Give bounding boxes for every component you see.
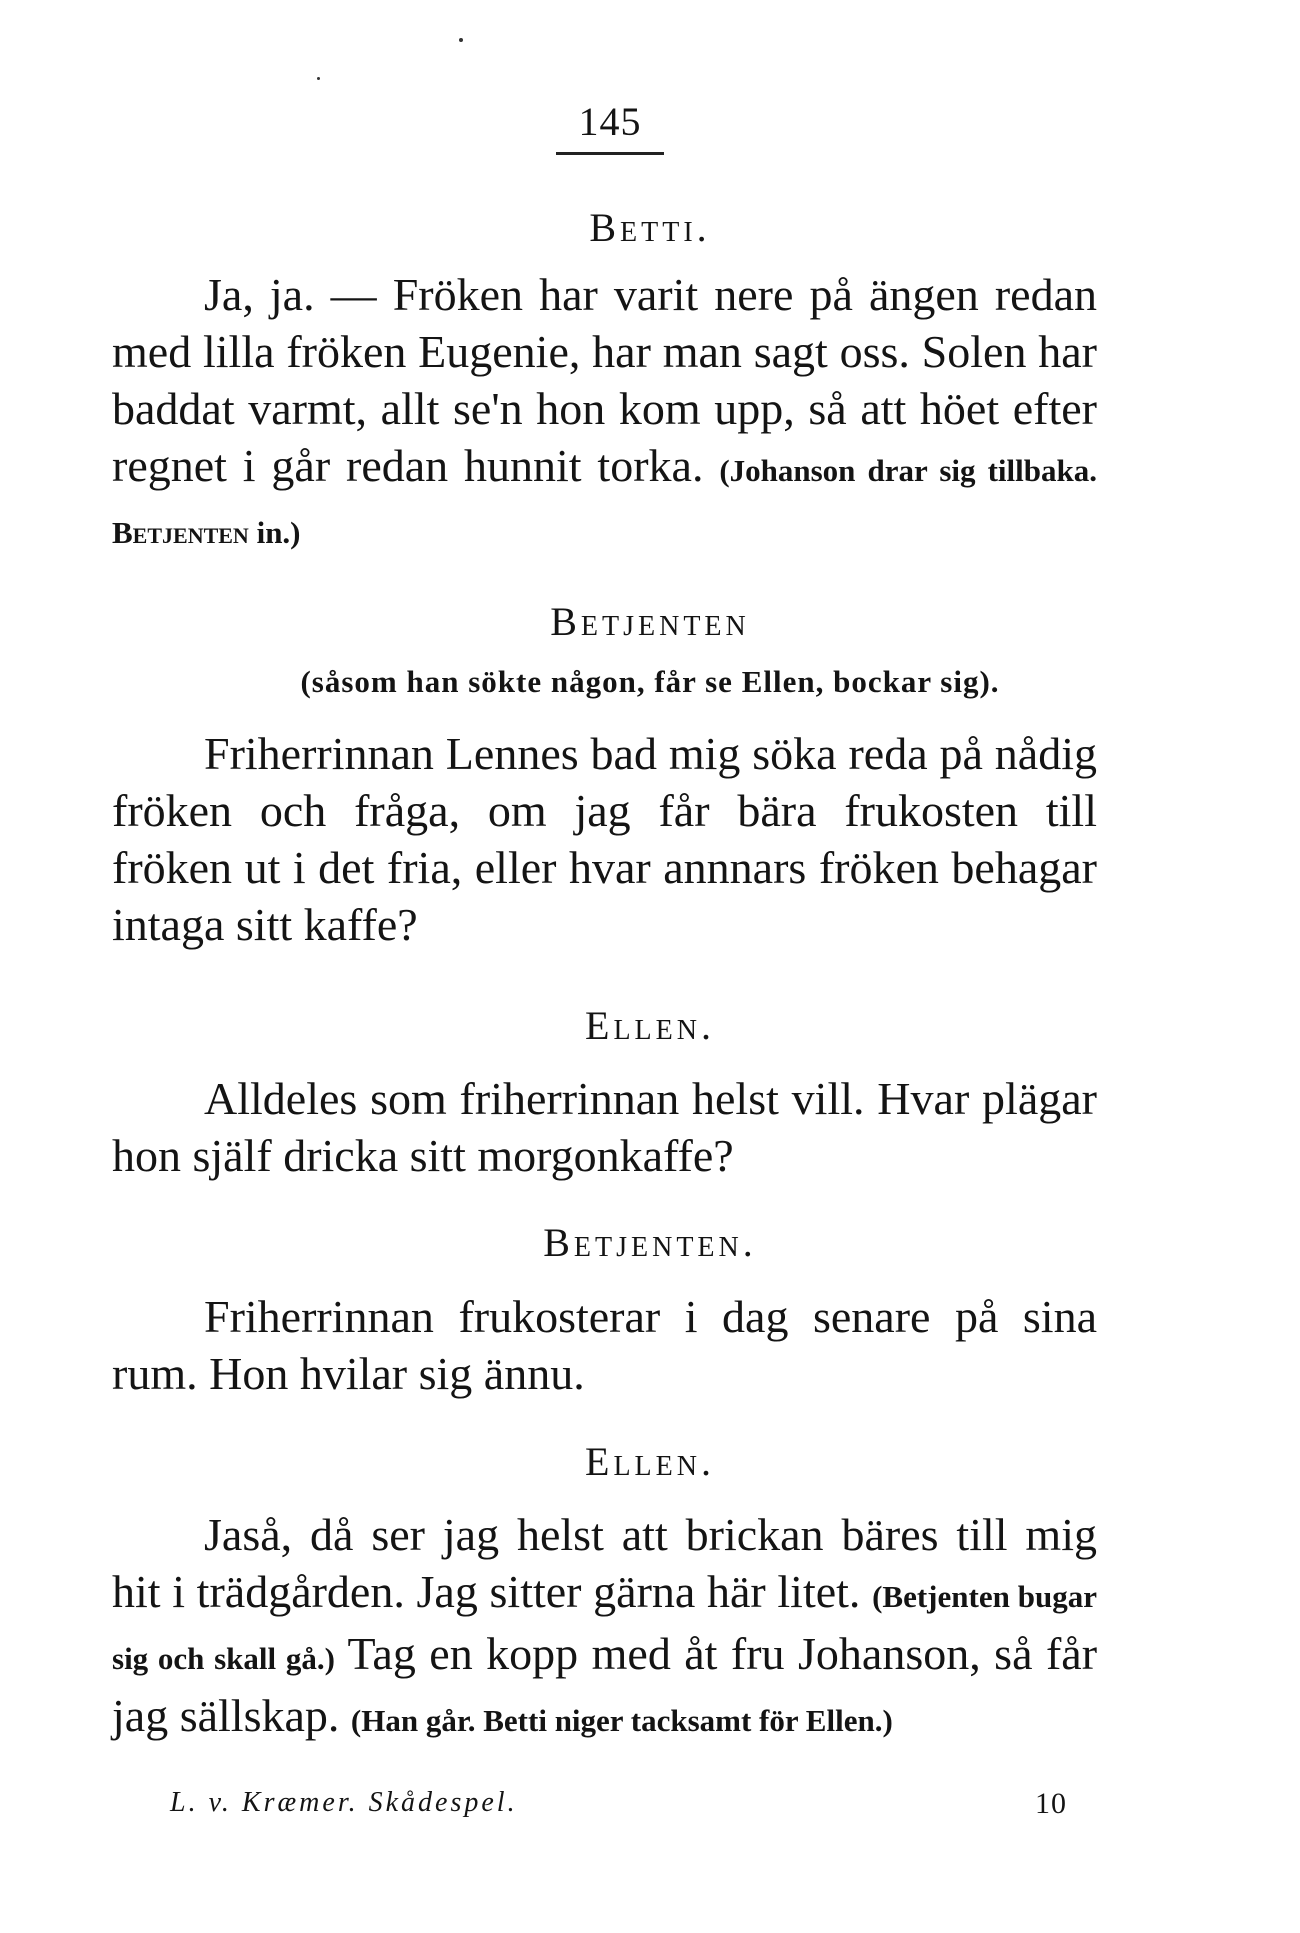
dialogue-text: Ja, ja. — Fröken har varit nere på ängen redan med lilla fröken Eugenie, har man sagt oss. Solen har baddat varmt, allt se'n hon kom upp, så att höet efter regnet i går redan hunnit torka.	[112, 269, 1097, 491]
page-footer	[112, 1787, 1097, 1827]
speaker-name: Ellen.	[585, 1439, 715, 1484]
dialogue-text: Tag en kopp med åt fru Johanson, så får jag sällskap.	[112, 1628, 1098, 1741]
dialogue-paragraph	[112, 1506, 1097, 1749]
stage-direction: (Johanson drar sig tillbaka. Betjenten in.)	[112, 453, 1097, 550]
page-number: 145	[578, 99, 642, 144]
header-rule	[556, 152, 664, 155]
footer-signature: 10	[1035, 1787, 1067, 1820]
speaker-stage-note: (såsom han sökte någon, får se Ellen, bockar sig).	[300, 664, 1000, 699]
stage-direction: (Han går. Betti niger tacksamt för Ellen.)	[350, 1703, 893, 1738]
dialogue-paragraph: Alldeles som friherrinnan helst vill. Hvar plägar hon själf dricka sitt morgonkaffe?	[112, 1073, 1097, 1181]
dialogue-paragraph	[112, 266, 1097, 561]
dialogue-paragraph: Friherrinnan Lennes bad mig söka reda på nådig fröken och fråga, om jag får bära frukosten till fröken ut i det fria, eller hvar annnars fröken behagar intaga sitt kaffe?	[112, 728, 1097, 950]
footer-author-title: L. v. Kræmer. Skådespel.	[170, 1787, 518, 1818]
speck-mark	[317, 77, 320, 80]
dialogue-text: Jaså, då ser jag helst att brickan bäres till mig hit i trädgården. Jag sitter gärna här litet.	[112, 1509, 1097, 1617]
speaker-name: Betjenten.	[543, 1220, 757, 1265]
dialogue-paragraph: Friherrinnan frukosterar i dag senare på sina rum. Hon hvilar sig ännu.	[112, 1291, 1097, 1399]
speaker-name: Betti.	[589, 205, 711, 250]
speck-mark	[459, 38, 463, 42]
stage-direction: (Betjenten bugar sig och skall gå.)	[112, 1579, 1097, 1676]
speaker-name: Ellen.	[585, 1003, 715, 1048]
speaker-name: Betjenten	[550, 599, 750, 644]
stage-direction-name: Betjenten	[112, 515, 249, 550]
